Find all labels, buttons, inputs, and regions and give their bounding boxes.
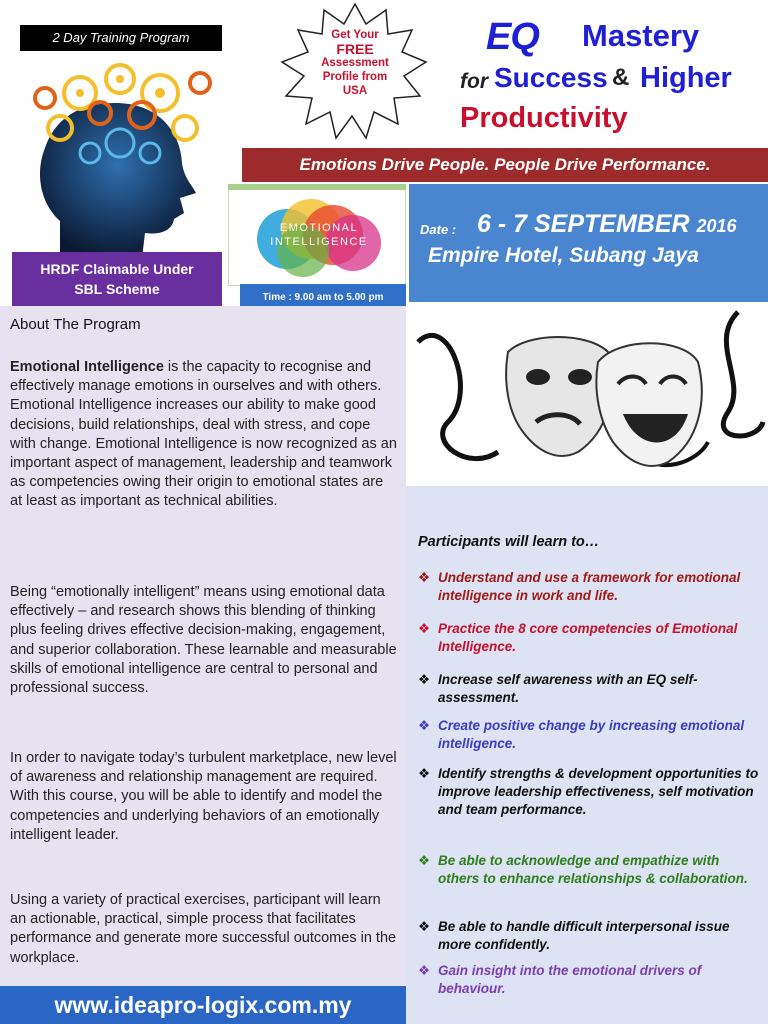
learn-item bbox=[418, 717, 762, 753]
venue: Empire Hotel, Subang Jaya bbox=[428, 244, 699, 267]
learn-item-text: Create positive change by increasing emotional intelligence. bbox=[438, 718, 745, 751]
promo-line-5: USA bbox=[342, 85, 368, 97]
date-label: Date : bbox=[420, 222, 457, 237]
learn-item-text: Understand and use a framework for emotional intelligence in work and life. bbox=[438, 570, 741, 603]
tagline-banner: Emotions Drive People. People Drive Performance. bbox=[242, 148, 768, 182]
diamond-bullet-icon: ❖ bbox=[418, 766, 431, 781]
learn-item bbox=[418, 962, 762, 998]
ei-logo-box bbox=[228, 184, 406, 286]
hrdf-line-1: HRDF Claimable Under bbox=[40, 261, 194, 277]
promo-line-3: Assessment bbox=[321, 57, 389, 69]
about-paragraph-3: In order to navigate today’s turbulent marketplace, new level of awareness and relationship management are required. With this course, you will be able to identify and model the competencies and underlying behaviors of an emotionally intelligent leader. bbox=[10, 750, 397, 843]
learn-item bbox=[418, 918, 762, 954]
about-p1-rest: is the capacity to recognise and effectively manage emotions in ourselves and with others. Emotional Intelligence increases our ability to make good decisions, build relationships, deal with stress, and cope with change. Emotional Intelligence is now recognized as an important aspect of management, leadership and teamwork as competencies owing their origin to emotional states are at least as important as technical abilities. bbox=[10, 359, 397, 510]
date-value bbox=[477, 210, 737, 239]
ei-green-accent bbox=[228, 184, 406, 190]
promo-line-2: FREE bbox=[336, 41, 374, 57]
ei-logo-line-1: EMOTIONAL bbox=[279, 222, 359, 234]
date-main: 6 - 7 SEPTEMBER bbox=[477, 210, 690, 238]
learn-item bbox=[418, 671, 762, 707]
learn-item bbox=[418, 852, 762, 888]
learn-item-text: Identify strengths & development opportunities to improve leadership effectiveness, self motivation and team performance. bbox=[438, 766, 759, 817]
diamond-bullet-icon: ❖ bbox=[418, 919, 431, 934]
about-paragraph-2: Being “emotionally intelligent” means using emotional data effectively – and research shows this blending of thinking plus feeling drives effective decision-making, engagement, and superior collaboration. These learnable and measurable skills of emotional intelligence are central to personal and professional success. bbox=[10, 584, 397, 697]
head-gears-image bbox=[20, 53, 222, 258]
diamond-bullet-icon: ❖ bbox=[418, 621, 431, 636]
title-mastery: Mastery bbox=[582, 18, 700, 53]
date-panel bbox=[409, 184, 768, 302]
title-productivity: Productivity bbox=[460, 102, 628, 134]
learn-item-text: Gain insight into the emotional drivers of behaviour. bbox=[438, 963, 702, 996]
learn-item bbox=[418, 569, 762, 605]
promo-line-1: Get Your bbox=[331, 29, 379, 41]
ei-circles-logo bbox=[229, 185, 407, 287]
about-paragraph-4: Using a variety of practical exercises, participant will learn an actionable, practical, simple process that facilitates performance and generate more successful outcomes in the workplace. bbox=[10, 892, 397, 966]
diamond-bullet-icon: ❖ bbox=[418, 672, 431, 687]
learn-heading: Participants will learn to… bbox=[418, 534, 600, 550]
theatre-masks-image bbox=[408, 302, 768, 486]
learn-item bbox=[418, 765, 762, 819]
learn-item bbox=[418, 620, 762, 656]
about-p1-bold: Emotional Intelligence bbox=[10, 359, 164, 375]
about-paragraph-1 bbox=[10, 358, 398, 512]
title-success: Success bbox=[494, 62, 608, 93]
learn-item-text: Be able to acknowledge and empathize with others to enhance relationships & collaboration. bbox=[438, 853, 748, 886]
learn-item-text: Practice the 8 core competencies of Emotional Intelligence. bbox=[438, 621, 738, 654]
diamond-bullet-icon: ❖ bbox=[418, 718, 431, 733]
diamond-bullet-icon: ❖ bbox=[418, 963, 431, 978]
title-eq: EQ bbox=[486, 16, 539, 58]
time-badge: Time : 9.00 am to 5.00 pm bbox=[240, 284, 406, 311]
title-ampersand: & bbox=[612, 64, 630, 91]
diamond-bullet-icon: ❖ bbox=[418, 853, 431, 868]
free-assessment-promo bbox=[303, 28, 407, 98]
promo-line-4: Profile from bbox=[322, 71, 388, 83]
date-year: 2016 bbox=[696, 216, 737, 236]
training-program-label: 2 Day Training Program bbox=[20, 25, 222, 51]
about-heading: About The Program bbox=[10, 316, 141, 333]
website-url-link[interactable]: www.ideapro-logix.com.my bbox=[0, 986, 406, 1024]
learn-item-text: Be able to handle difficult interpersonal issue more confidently. bbox=[438, 919, 730, 952]
title-higher: Higher bbox=[640, 62, 732, 94]
learn-item-text: Increase self awareness with an EQ self-assessment. bbox=[438, 672, 698, 705]
hrdf-line-2: SBL Scheme bbox=[74, 281, 160, 297]
title-for: for bbox=[460, 70, 488, 93]
ei-logo-line-2: INTELLIGENCE bbox=[270, 236, 368, 248]
hrdf-claimable-badge bbox=[12, 252, 222, 306]
diamond-bullet-icon: ❖ bbox=[418, 570, 431, 585]
